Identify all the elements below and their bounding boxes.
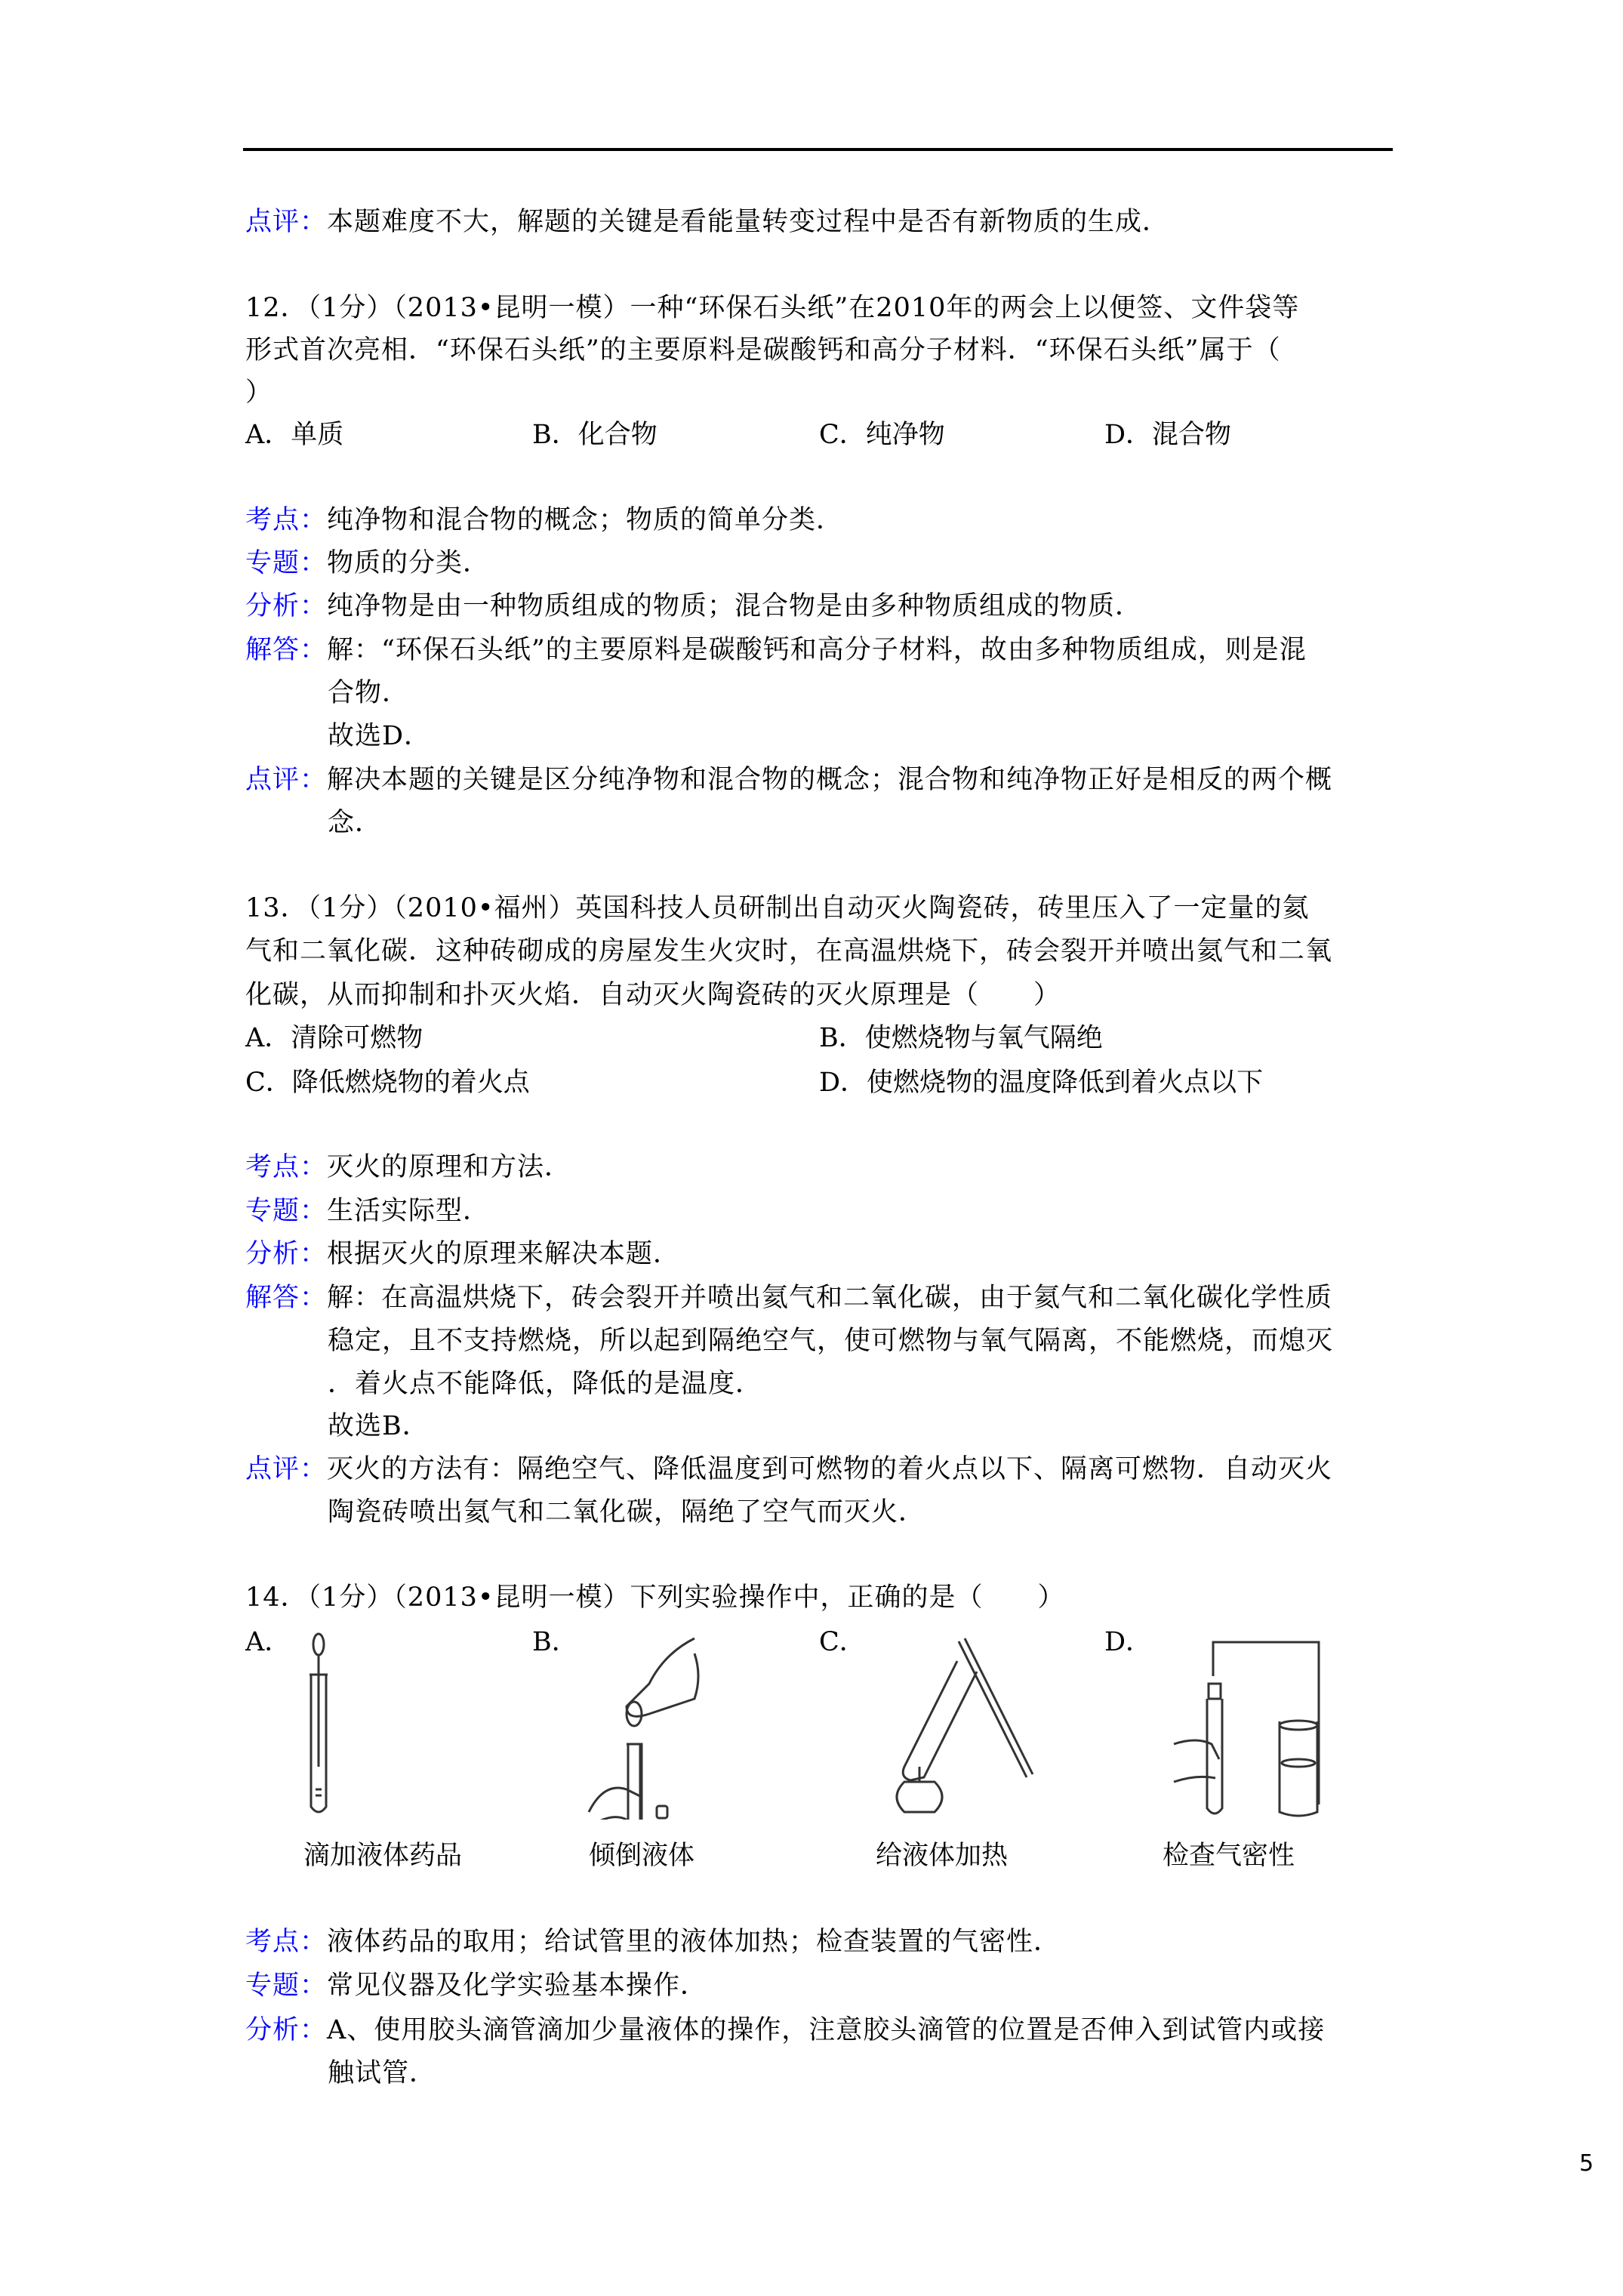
q13-zhuanti — [245, 1194, 490, 1228]
q12-option-d: D．混合物 — [1104, 420, 1232, 450]
page-number: 5 — [1579, 2150, 1594, 2177]
q12-option-c: C．纯净物 — [819, 420, 945, 450]
q13-option-b: B．使燃烧物与氧气隔绝 — [819, 1023, 1103, 1053]
q13-option-a: A．清除可燃物 — [245, 1023, 423, 1053]
q13-stem-line-2: 气和二氧化碳．这种砖砌成的房屋发生火灾时，在高温烘烧下，砖会裂开并喷出氦气和二氧 — [245, 936, 1333, 966]
q12-option-b: B．化合物 — [532, 420, 658, 450]
q13-jieda-line-4: 故选B． — [328, 1411, 430, 1441]
zhuanti-text: 物质的分类． — [327, 548, 491, 578]
zhuanti-label: 专题： — [245, 1196, 328, 1226]
fenxi-text: A、使用胶头滴管滴加少量液体的操作，注意胶头滴管的位置是否伸入到试管内或接 — [327, 2015, 1326, 2045]
kaodian-label: 考点： — [245, 505, 328, 535]
q12-stem-line-1: 12．（1分）（2013•昆明一模）一种“环保石头纸”在2010年的两会上以便签、文件袋等 — [245, 293, 1300, 323]
q13-jieda-line-3: ．着火点不能降低，降低的是温度． — [328, 1369, 763, 1399]
q13-dianping-line-2: 陶瓷砖喷出氦气和二氧化碳，隔绝了空气而灭火． — [328, 1497, 926, 1527]
dianping-label: 点评： — [245, 1454, 328, 1484]
q14-fenxi-line-2: 触试管． — [328, 2058, 437, 2088]
q14-option-c-letter: C． — [819, 1627, 866, 1657]
zhuanti-text: 生活实际型． — [327, 1196, 491, 1226]
q14-option-d-letter: D． — [1104, 1627, 1153, 1657]
q12-dianping — [245, 763, 1332, 797]
kaodian-label: 考点： — [245, 1152, 328, 1182]
fenxi-text: 根据灭火的原理来解决本题． — [327, 1239, 681, 1269]
q13-jieda-line-2: 稳定，且不支持燃烧，所以起到隔绝空气，使可燃物与氧气隔离，不能燃烧，而熄灭 — [328, 1326, 1334, 1356]
q12-stem-line-3: ） — [245, 378, 273, 408]
q12-dianping-line-2: 念． — [328, 808, 383, 838]
kaodian-text: 纯净物和混合物的概念；物质的简单分类． — [327, 505, 844, 535]
q14-kaodian — [245, 1925, 1061, 1959]
fenxi-label: 分析： — [245, 591, 328, 621]
dianping-text: 解决本题的关键是区分纯净物和混合物的概念；混合物和纯净物正好是相反的两个概 — [327, 765, 1333, 795]
q12-stem-line-2: 形式首次亮相．“环保石头纸”的主要原料是碳酸钙和高分子材料．“环保石头纸”属于（ — [245, 335, 1281, 365]
pouring-liquid-figure — [581, 1631, 747, 1820]
q13-dianping — [245, 1453, 1332, 1486]
q14-caption-b: 倾倒液体 — [589, 1841, 695, 1871]
dianping-label: 点评： — [245, 765, 328, 795]
prev-comment — [245, 205, 1169, 239]
q12-jieda-line-3: 故选D． — [328, 721, 432, 751]
q12-zhuanti — [245, 547, 490, 580]
jieda-label: 解答： — [245, 635, 328, 665]
q12-fenxi — [245, 590, 1142, 623]
q12-kaodian — [245, 504, 843, 537]
jieda-text: 解：在高温烘烧下，砖会裂开并喷出氦气和二氧化碳，由于氦气和二氧化碳化学性质 — [327, 1283, 1333, 1313]
jieda-text: 解：“环保石头纸”的主要原料是碳酸钙和高分子材料，故由多种物质组成，则是混 — [327, 635, 1307, 665]
q13-kaodian — [245, 1151, 571, 1184]
q14-fenxi — [245, 2014, 1325, 2047]
kaodian-text: 液体药品的取用；给试管里的液体加热；检查装置的气密性． — [327, 1927, 1061, 1957]
q14-caption-c: 给液体加热 — [876, 1841, 1009, 1871]
fenxi-label: 分析： — [245, 2015, 328, 2045]
q14-stem: 14．（1分）（2013•昆明一模）下列实验操作中，正确的是（ ） — [245, 1583, 1065, 1613]
q12-jieda — [245, 633, 1307, 667]
q14-caption-a: 滴加液体药品 — [303, 1841, 463, 1871]
q12-jieda-line-2: 合物． — [328, 678, 410, 708]
airtightness-check-figure — [1166, 1631, 1332, 1820]
q14-zhuanti — [245, 1969, 707, 2002]
comment-label: 点评： — [245, 207, 328, 237]
zhuanti-label: 专题： — [245, 1971, 328, 2001]
dianping-text: 灭火的方法有：隔绝空气、降低温度到可燃物的着火点以下、隔离可燃物．自动灭火 — [327, 1454, 1333, 1484]
q12-option-a: A．单质 — [245, 420, 344, 450]
jieda-label: 解答： — [245, 1283, 328, 1313]
q13-fenxi — [245, 1237, 680, 1271]
header-rule — [243, 148, 1393, 151]
q14-caption-d: 检查气密性 — [1163, 1841, 1295, 1871]
fenxi-label: 分析： — [245, 1239, 328, 1269]
q13-option-c: C．降低燃烧物的着火点 — [245, 1068, 530, 1098]
fenxi-text: 纯净物是由一种物质组成的物质；混合物是由多种物质组成的物质． — [327, 591, 1143, 621]
q14-option-b-letter: B． — [532, 1627, 578, 1657]
q13-jieda — [245, 1281, 1332, 1314]
kaodian-label: 考点： — [245, 1927, 328, 1957]
comment-text: 本题难度不大，解题的关键是看能量转变过程中是否有新物质的生成． — [327, 207, 1170, 237]
kaodian-text: 灭火的原理和方法． — [327, 1152, 572, 1182]
q13-stem-line-1: 13．（1分）（2010•福州）英国科技人员研制出自动灭火陶瓷砖，砖里压入了一定量的氦 — [245, 893, 1310, 923]
heating-liquid-figure — [874, 1631, 1040, 1820]
zhuanti-label: 专题： — [245, 548, 328, 578]
q14-option-a-letter: A． — [245, 1627, 291, 1657]
dropper-test-tube-figure — [272, 1631, 438, 1820]
q13-stem-line-3: 化碳，从而抑制和扑灭火焰．自动灭火陶瓷砖的灭火原理是（ ） — [245, 980, 1061, 1010]
zhuanti-text: 常见仪器及化学实验基本操作． — [327, 1971, 708, 2001]
q13-option-d: D．使燃烧物的温度降低到着火点以下 — [819, 1068, 1264, 1098]
